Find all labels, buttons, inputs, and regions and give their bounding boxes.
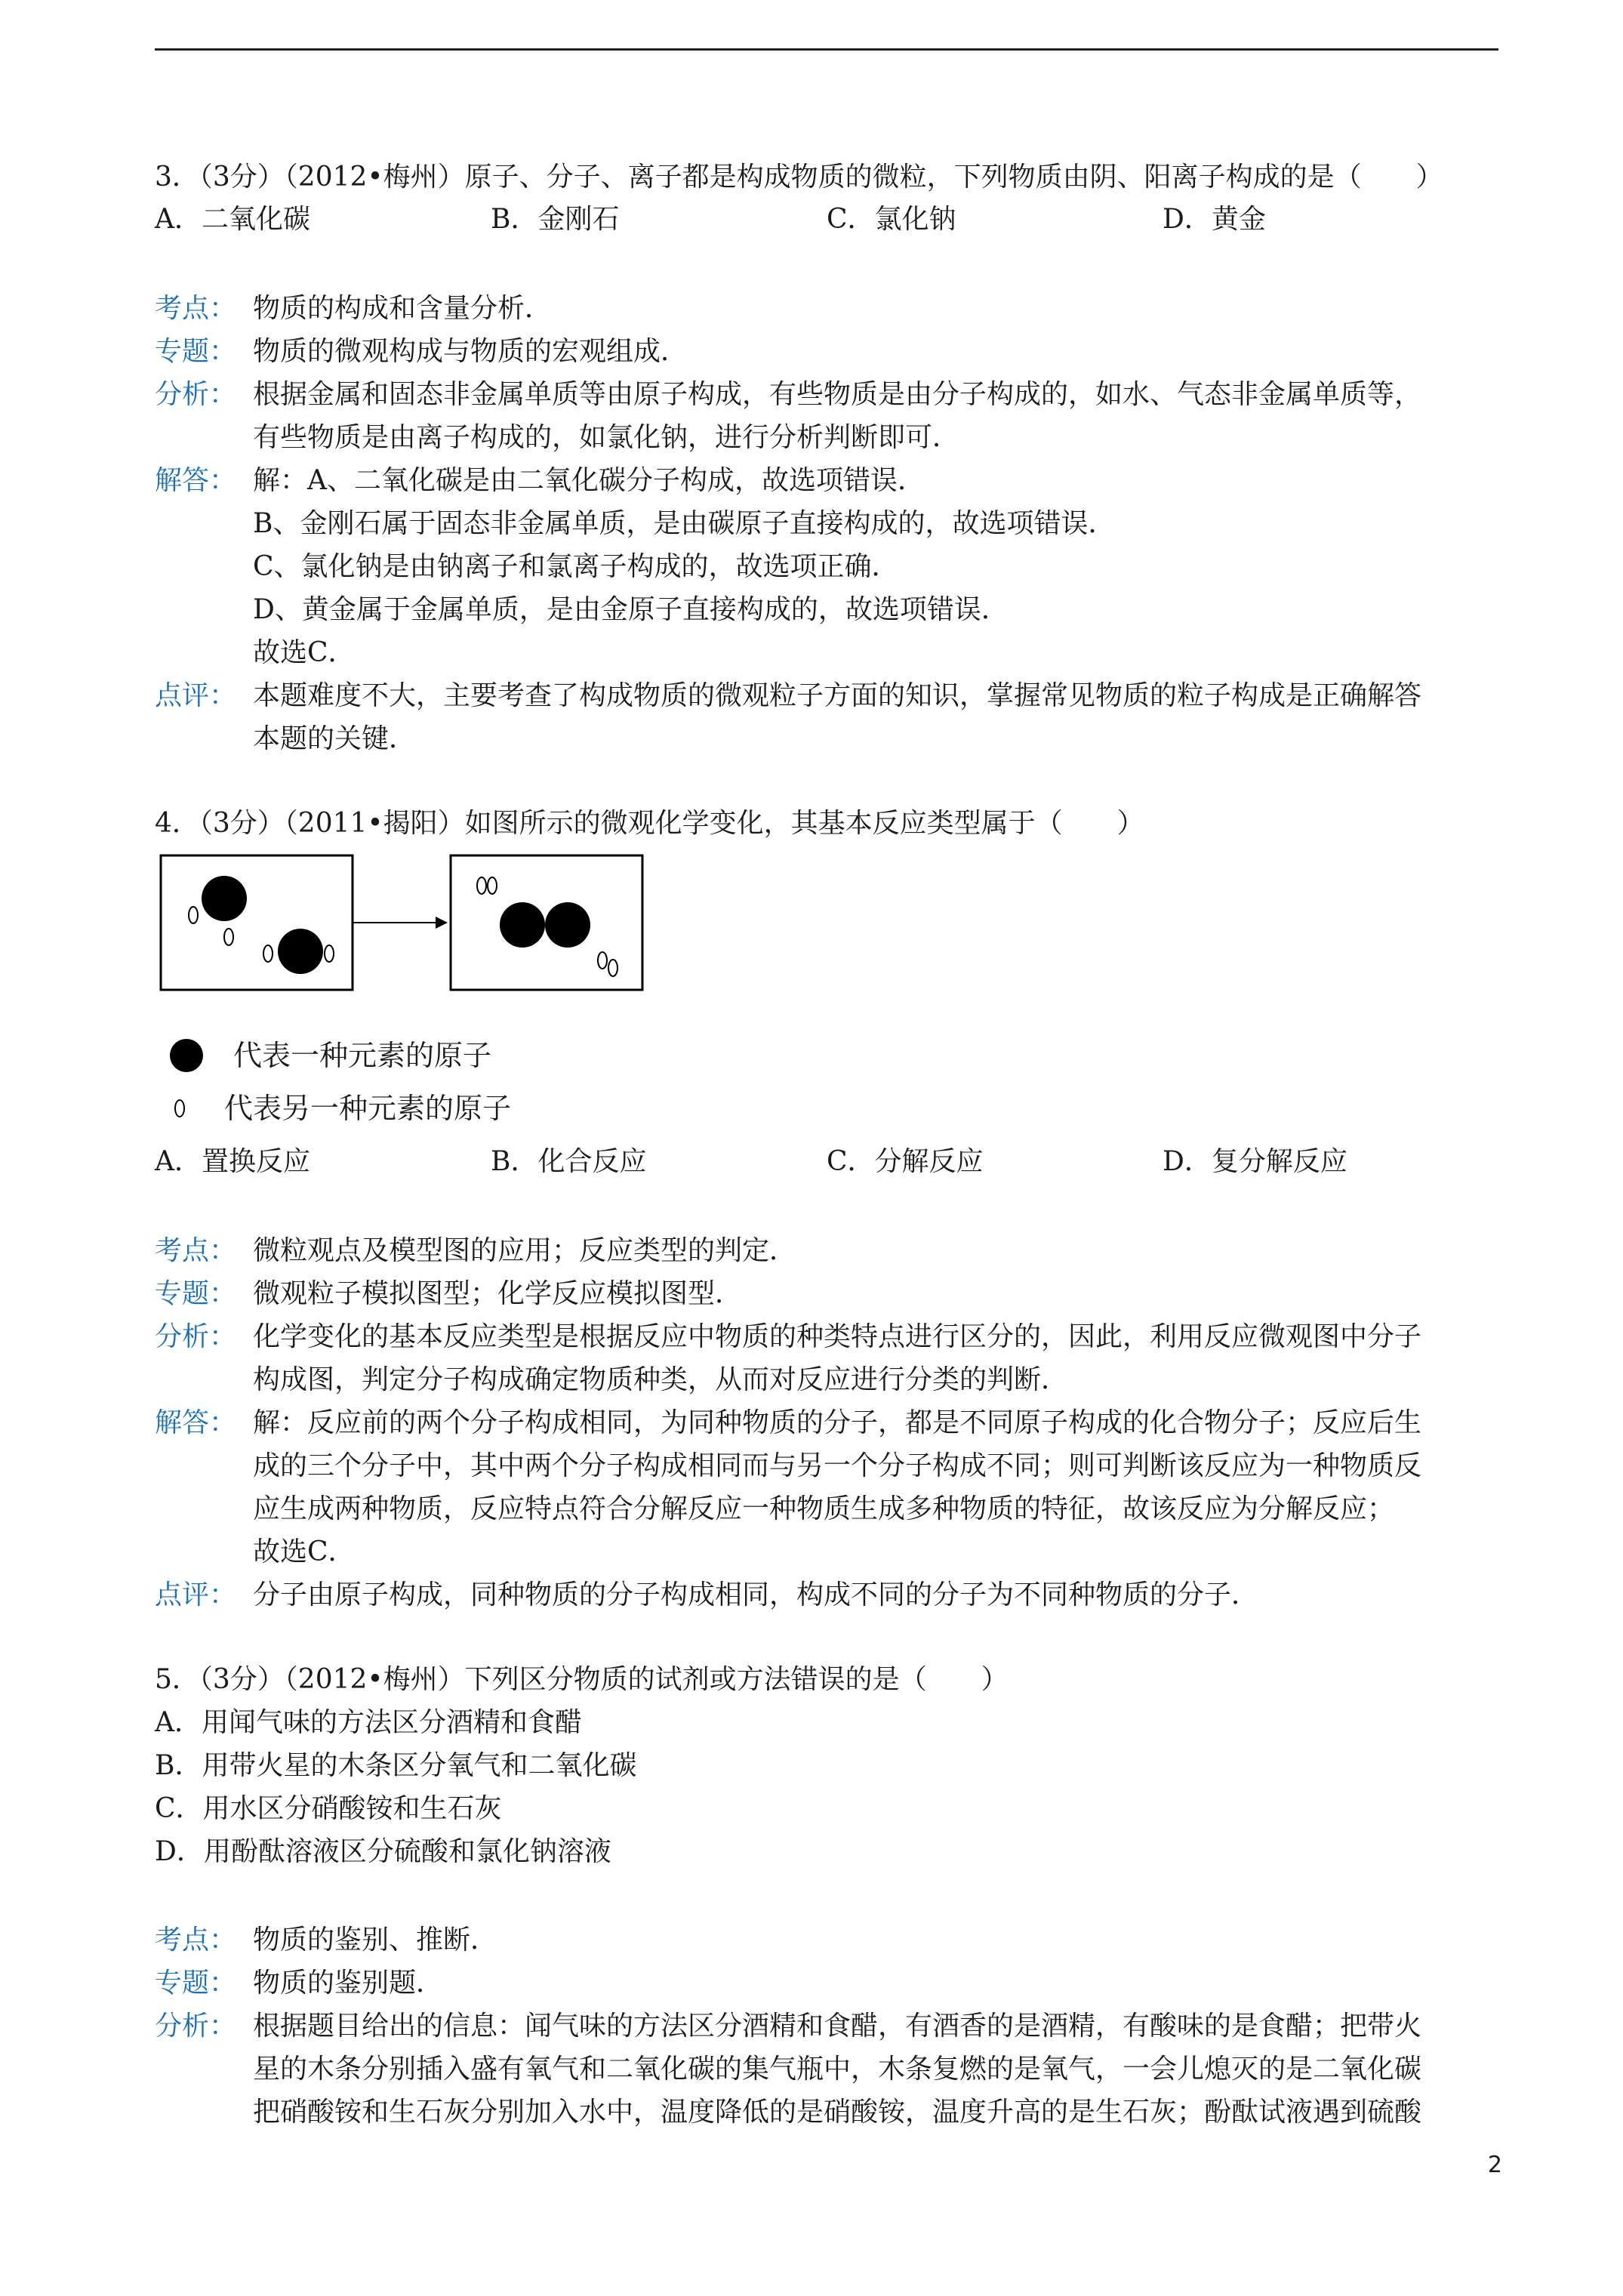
reaction-diagram [155, 852, 653, 1003]
q3-zhuanti: 物质的微观构成与物质的宏观组成． [253, 336, 688, 367]
q3-jieda-line: B、金刚石属于固态非金属单质，是由碳原子直接构成的，故选项错误． [253, 508, 1116, 539]
q5-fenxi-line: 根据题目给出的信息：闻气味的方法区分酒精和食醋，有酒香的是酒精，有酸味的是食醋；把带火 [253, 2011, 1422, 2042]
q3-stem: 3．（3分）（2012•梅州）原子、分子、离子都是构成物质的微粒，下列物质由阴、阳离子构成的是（ ） [155, 162, 1443, 193]
white-atom [488, 877, 497, 894]
q4-fenxi-line: 化学变化的基本反应类型是根据反应中物质的种类特点进行区分的，因此，利用反应微观图中分子 [253, 1321, 1422, 1352]
q3-option-b: B．金刚石 [491, 204, 620, 235]
q5-option-a: A．用闻气味的方法区分酒精和食醋 [155, 1707, 582, 1738]
q4-option-b: B．化合反应 [491, 1146, 647, 1177]
q3-fenxi-label: 分析： [155, 379, 237, 410]
q3-option-d: D．黄金 [1163, 204, 1266, 235]
q4-jieda-line: 故选C． [253, 1536, 356, 1567]
q5-zhuanti-label: 专题： [155, 1968, 237, 1999]
q4-option-d: D．复分解反应 [1163, 1146, 1347, 1177]
q4-kaodian-label: 考点： [155, 1235, 237, 1266]
q4-dianping-label: 点评： [155, 1579, 237, 1610]
q3-dianping-label: 点评： [155, 680, 237, 711]
white-atom [189, 907, 198, 923]
q4-jieda-line: 成的三个分子中，其中两个分子构成相同而与另一个分子构成不同；则可判断该反应为一种物质反 [253, 1450, 1422, 1481]
q4-kaodian: 微粒观点及模型图的应用；反应类型的判定． [253, 1235, 797, 1266]
white-atom [608, 960, 617, 976]
q3-fenxi-line: 有些物质是由离子构成的，如氯化钠，进行分析判断即可． [253, 422, 960, 453]
q5-fenxi-label: 分析： [155, 2011, 237, 2042]
q4-zhuanti-label: 专题： [155, 1278, 237, 1309]
legend-row-black [170, 1037, 491, 1074]
q3-option-c: C．氯化钠 [827, 204, 956, 235]
white-atom [263, 945, 273, 962]
q5-option-c: C．用水区分硝酸铵和生石灰 [155, 1793, 502, 1824]
q3-jieda-label: 解答： [155, 465, 237, 496]
q4-jieda-line: 解：反应前的两个分子构成相同，为同种物质的分子，都是不同原子构成的化合物分子；反应后生 [253, 1407, 1422, 1438]
q3-jieda-line: 故选C． [253, 637, 356, 668]
q4-jieda-line: 应生成两种物质，反应特点符合分解反应一种物质生成多种物质的特征，故该反应为分解反应； [253, 1493, 1395, 1524]
white-atom-icon [174, 1099, 185, 1117]
q3-kaodian: 物质的构成和含量分析． [253, 293, 553, 324]
q4-option-c: C．分解反应 [827, 1146, 984, 1177]
legend-white-label: 代表另一种元素的原子 [224, 1092, 512, 1125]
black-atom [500, 902, 545, 948]
white-atom [598, 952, 607, 969]
q5-fenxi-line: 把硝酸铵和生石灰分别加入水中，温度降低的是硝酸铵，温度升高的是生石灰；酚酞试液遇到硫酸 [253, 2097, 1422, 2128]
white-atom [224, 929, 233, 945]
q3-dianping-line: 本题难度不大，主要考查了构成物质的微观粒子方面的知识，掌握常见物质的粒子构成是正确解答 [253, 680, 1422, 711]
q5-fenxi-line: 星的木条分别插入盛有氧气和二氧化碳的集气瓶中，木条复燃的是氧气，一会儿熄灭的是二氧化碳 [253, 2054, 1422, 2085]
q5-stem: 5．（3分）（2012•梅州）下列区分物质的试剂或方法错误的是（ ） [155, 1664, 1009, 1695]
reactant-box [161, 855, 353, 990]
q4-fenxi-line: 构成图，判定分子构成确定物质种类，从而对反应进行分类的判断． [253, 1364, 1069, 1395]
q4-option-a: A．置换反应 [155, 1146, 310, 1177]
q4-stem: 4．（3分）（2011•揭阳）如图所示的微观化学变化，其基本反应类型属于（ ） [155, 808, 1144, 839]
black-atom [545, 902, 590, 948]
q5-kaodian: 物质的鉴别、推断． [253, 1925, 498, 1955]
q4-jieda-label: 解答： [155, 1407, 237, 1438]
q3-kaodian-label: 考点： [155, 293, 237, 324]
q4-fenxi-label: 分析： [155, 1321, 237, 1352]
page-number: 2 [1487, 2152, 1502, 2178]
q3-jieda-line: D、黄金属于金属单质，是由金原子直接构成的，故选项错误． [253, 594, 1009, 625]
q5-zhuanti: 物质的鉴别题． [253, 1968, 444, 1999]
q5-option-b: B．用带火星的木条区分氧气和二氧化碳 [155, 1750, 637, 1781]
q4-dianping-line: 分子由原子构成，同种物质的分子构成相同，构成不同的分子为不同种物质的分子． [253, 1579, 1259, 1610]
q4-zhuanti: 微观粒子模拟图型；化学反应模拟图型． [253, 1278, 743, 1309]
black-atom [202, 876, 247, 921]
legend-black-label: 代表一种元素的原子 [233, 1039, 492, 1072]
q3-dianping-line: 本题的关键． [253, 723, 417, 754]
arrow-head-icon [436, 917, 448, 929]
q3-fenxi-line: 根据金属和固态非金属单质等由原子构成，有些物质是由分子构成的，如水、气态非金属单质等， [253, 379, 1422, 410]
legend-row-white [170, 1090, 511, 1126]
q3-option-a: A．二氧化碳 [155, 204, 310, 235]
q5-kaodian-label: 考点： [155, 1925, 237, 1955]
white-atom [477, 877, 486, 894]
white-atom [325, 945, 334, 962]
q3-zhuanti-label: 专题： [155, 336, 237, 367]
black-atom [278, 929, 323, 974]
q5-option-d: D．用酚酞溶液区分硫酸和氯化钠溶液 [155, 1836, 611, 1867]
header-rule [155, 48, 1498, 51]
q3-jieda-line: 解：A、二氧化碳是由二氧化碳分子构成，故选项错误． [253, 465, 925, 496]
q3-jieda-line: C、氯化钠是由钠离子和氯离子构成的，故选项正确． [253, 551, 899, 582]
black-atom-icon [170, 1039, 203, 1072]
